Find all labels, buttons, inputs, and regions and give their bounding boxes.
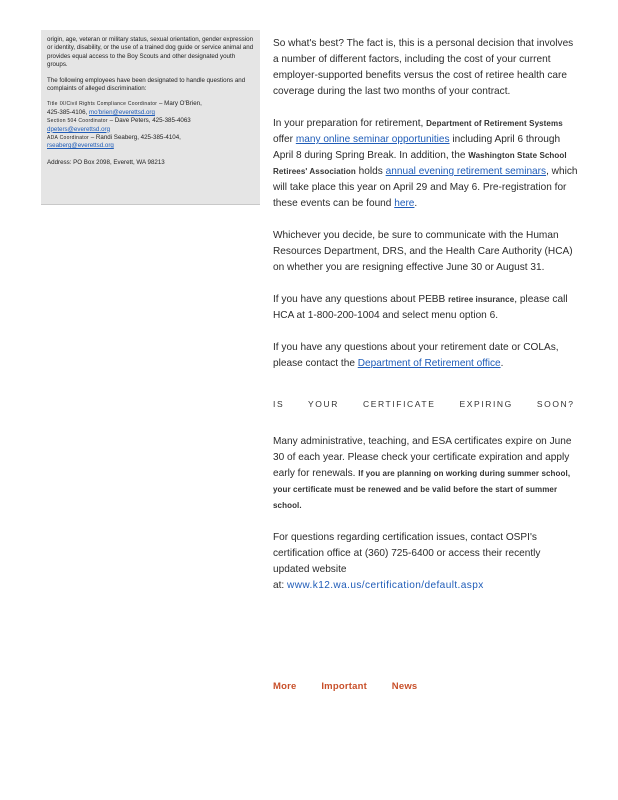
paragraph-whats-best: So what's best? The fact is, this is a personal decision that involves a number of different factors, including the cost of your current employer-supported benefits versus the cost of retiree health care coverage during the last two months of your contract. xyxy=(273,38,574,97)
p4-text-b: , please call HCA at 1-800-200-1004 and select menu option 6. xyxy=(273,294,568,321)
contact-1 xyxy=(47,100,254,108)
p4-text-a: If you have any questions about PEBB xyxy=(273,294,449,305)
p2-text-e: , which will take place this year on April 29 and May 6. Pre-registration for these events can be found xyxy=(273,166,578,209)
contact-1-role: Title IX/Civil Rights Compliance Coordinator xyxy=(47,101,158,108)
certificate-heading: IS YOUR CERTIFICATE EXPIRING SOON? xyxy=(273,399,575,409)
paragraph-whichever: Whichever you decide, be sure to communicate with the Human Resources Department, DRS, and the Health Care Authority (HCA) on whether you are resigning effective June 30 or August 31. xyxy=(273,230,573,273)
contact-2 xyxy=(47,117,254,125)
contact-1-details xyxy=(47,109,254,117)
p2-text-f: . xyxy=(414,198,418,209)
sidebar-panel xyxy=(41,30,260,205)
contact-1-phone: 425-385-4106, xyxy=(47,108,88,116)
contact-2-details xyxy=(47,126,254,134)
contact-3-role: ADA Coordinator xyxy=(47,135,90,142)
evening-seminars-link[interactable]: annual evening retirement seminars xyxy=(385,166,547,177)
p2-text-a: In your preparation for retirement, xyxy=(273,118,427,129)
contact-list xyxy=(47,100,254,150)
ospi-certification-link[interactable]: www.k12.wa.us/certification/default.aspx xyxy=(287,580,484,591)
paragraph-certificates xyxy=(273,434,578,514)
paragraph-colas xyxy=(273,340,578,372)
p2-text-d: holds xyxy=(355,166,386,177)
online-seminar-link[interactable]: many online seminar opportunities xyxy=(295,134,450,145)
contact-2-role: Section 504 Coordinator xyxy=(47,118,108,125)
contact-3 xyxy=(47,134,254,142)
retiree-insurance: retiree insurance xyxy=(448,295,515,304)
drs-name: Department of Retirement Systems xyxy=(426,119,563,128)
policy-text: origin, age, veteran or military status, sexual orientation, gender expression or identity, disability, or the use of a trained dog guide or service animal and provides equal access to the Boy Scouts and other designated youth groups. xyxy=(47,36,254,69)
paragraph-ospi xyxy=(273,530,578,594)
contact-2-email-link[interactable]: dpeters@everettsd.org xyxy=(47,125,111,133)
p2-text-b: offer xyxy=(273,134,296,145)
more-important-news-heading: More Important News xyxy=(273,681,418,692)
p5-text-b: . xyxy=(500,358,504,369)
contact-1-email-link[interactable]: mo'brien@everettsd.org xyxy=(89,108,155,116)
contact-3-details xyxy=(47,142,254,150)
p5-text-a: If you have any questions about your retirement date or COLAs, please contact the xyxy=(273,342,559,369)
p2-text-c: including April 6 through April 8 during Spring Break. In addition, the xyxy=(273,134,561,161)
paragraph-pebb xyxy=(273,292,578,324)
main-article xyxy=(273,36,578,610)
wssra-name: Washington State School Retirees' Association xyxy=(273,151,567,176)
drs-office-link[interactable]: Department of Retirement office xyxy=(357,358,501,369)
employees-intro: The following employees have been designated to handle questions and complaints of alleged discrimination: xyxy=(47,76,246,93)
contact-3-name: – Randi Seaberg, 425-385-4104, xyxy=(90,134,181,142)
address: Address: PO Box 2098, Everett, WA 98213 xyxy=(47,158,165,166)
contact-2-name: – Dave Peters, 425-385-4063 xyxy=(109,117,191,125)
p7-at: at: xyxy=(273,580,288,591)
contact-3-email-link[interactable]: rseaberg@everettsd.org xyxy=(47,142,114,150)
paragraph-preparation xyxy=(273,116,578,212)
p6-summer-school: If you are planning on working during summer school, your certificate must be renewed and be valid before the start of summer school. xyxy=(273,469,571,510)
p7-text-a: For questions regarding certification issues, contact OSPI's certification office at (360) 725-6400 or access their recently updated website xyxy=(273,532,541,575)
contact-1-name: – Mary O'Brien, xyxy=(159,100,202,108)
p6-text-a: Many administrative, teaching, and ESA certificates expire on June 30 of each year. Please check your certificate expiration and apply early for renewals. xyxy=(273,436,572,479)
here-link[interactable]: here xyxy=(394,198,415,209)
